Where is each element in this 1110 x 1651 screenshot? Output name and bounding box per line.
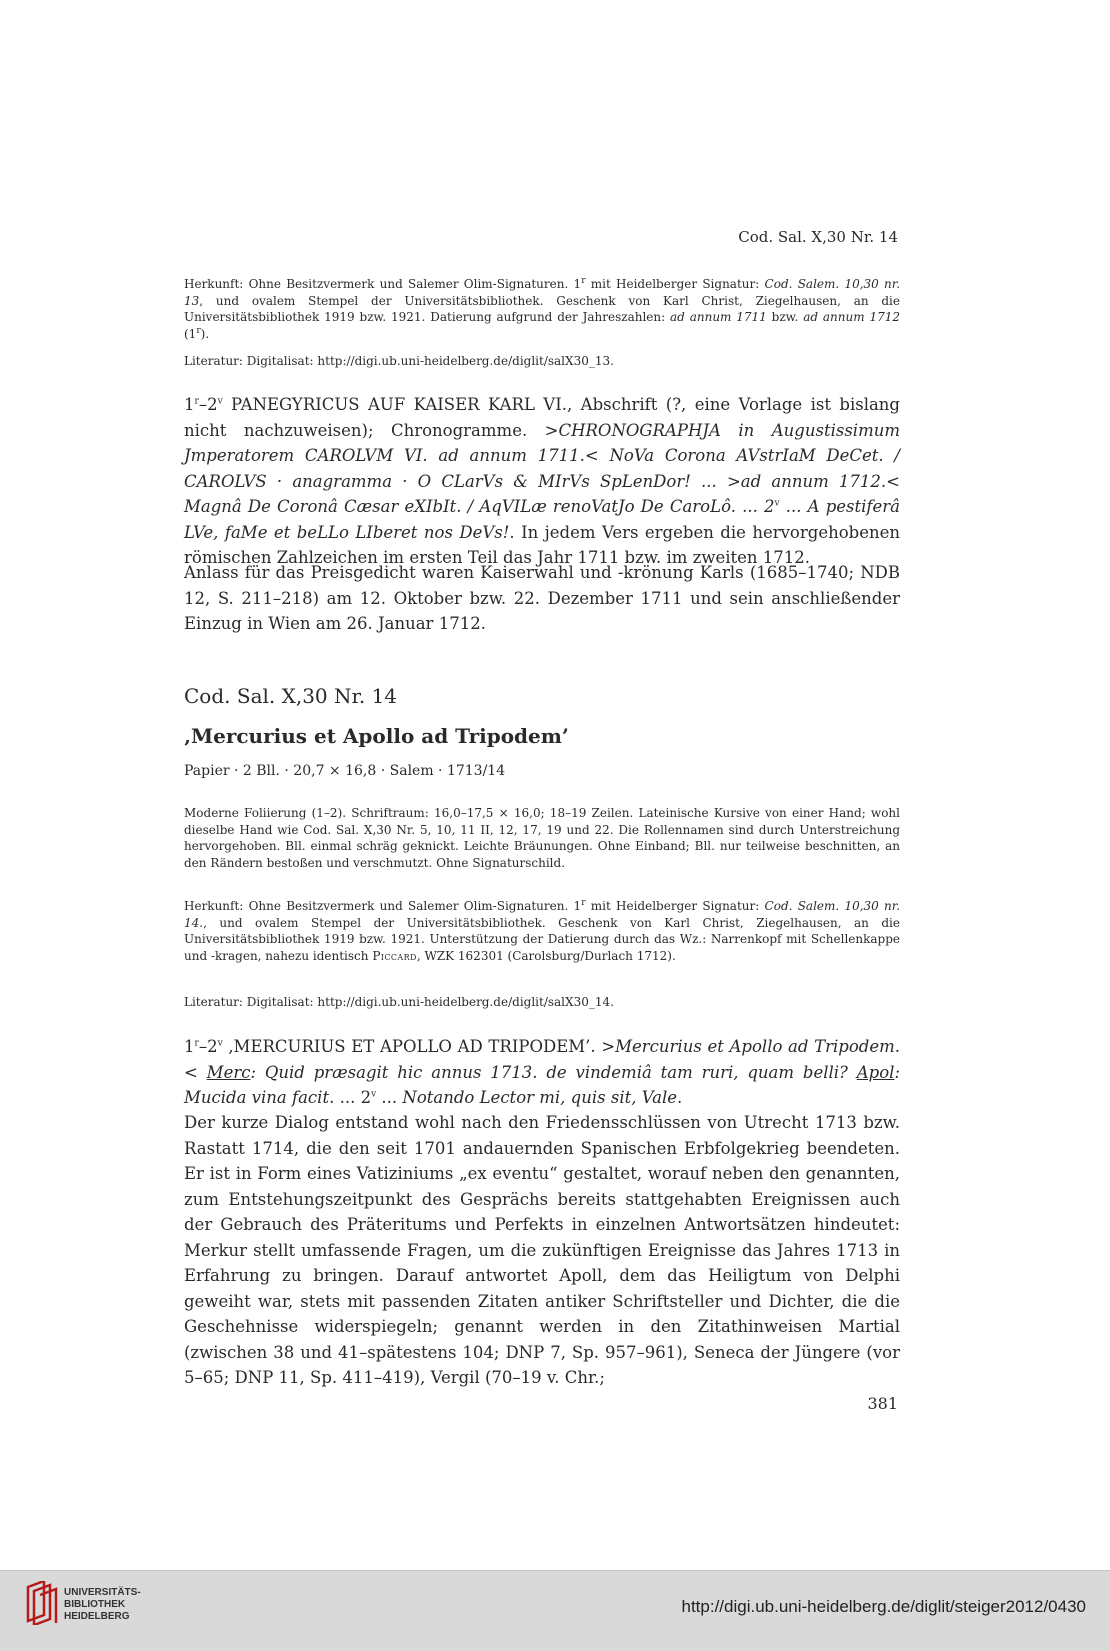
entry-provenance: Herkunft: Ohne Besitzvermerk und Salemer Olim-Signaturen. 1$^r$ mit Heidelberger Signatur: Cod. Salem. 10,30 nr. 14., und ovalem Stempel der Universitätsbibliothek. Geschenk von Karl Christ, Ziegelhausen, an die Universitätsbibliothek 1919 bzw. 1921. Unterstützung der Datierung durch das Wz.: Narrenkopf mit Schellenkappe und -kragen, nahezu identisch Piccard, WZK 162301 (Carolsburg/Durlach 1712). [184, 898, 901, 963]
page-number: 381 [867, 1394, 898, 1413]
entry-literature: Literatur: Digitalisat: http://digi.ub.uni-heidelberg.de/diglit/salX30_14. [184, 995, 614, 1009]
logo-line: HEIDELBERG [64, 1611, 130, 1622]
prev-content-description: 1$^r$–2$^v$ PANEGYRICUS AUF KAISER KARL VI., Abschrift (?, eine Vorlage ist bislang nicht nachzuweisen); Chronogramme. >CHRONOGRAPHJA in Augustissimum Jmperatorem CAROLVM VI. ad annum 1711.< NoVa Corona AVstrIaM DeCet. / CAROLVS · anagramma · O CLarVs & MIrVs SpLenDor! ... >ad annum 1712.< Magnâ De Coronâ Cæsar eXIbIt. / AqVILæ renoVatJo De CaroLô. ... 2$^v$ ... A pestiferâ LVe, faMe et beLLo LIberet nos DeVs!. In jedem Vers ergeben die hervorgehobenen römischen Zahlzeichen im ersten Teil das Jahr 1711 bzw. im zweiten 1712. [184, 395, 900, 567]
entry-signature: Cod. Sal. X,30 Nr. 14 [184, 684, 398, 708]
page-url-link[interactable]: http://digi.ub.uni-heidelberg.de/diglit/steiger2012/0430 [681, 1597, 1086, 1616]
prev-commentary: Anlass für das Preisgedicht waren Kaiserwahl und -krönung Karls (1685–1740; NDB 12, S. 211–218) am 12. Oktober bzw. 22. Dezember 1711 und sein anschließender Einzug in Wien am 26. Januar 1712. [184, 563, 900, 633]
library-logo-icon [24, 1581, 64, 1625]
entry-commentary: Der kurze Dialog entstand wohl nach den Friedensschlüssen von Utrecht 1713 bzw. Rastatt 1714, die den seit 1701 andauernden Spanischen Erbfolgekrieg beendeten. Er ist in Form eines Vatiziniums „ex eventu“ gestaltet, worauf neben den genannten, zum Entstehungszeitpunkt des Gesprächs bereits stattgehabten Ereignissen auch der Gebrauch des Präteritums und Perfekts in einzelnen Antwortsätzen hindeutet: Merkur stellt umfassende Fragen, um die zukünftigen Ereignisse das Jahres 1713 in Erfahrung zu bringen. Darauf antwortet Apoll, dem das Heiligtum von Delphi geweiht war, stets mit passenden Zitaten antiker Schriftsteller und Dichter, die die Geschehnisse widerspiegeln; genannt werden in den Zitathinweisen Martial (zwischen 38 und 41–spätestens 104; DNP 7, Sp. 957–961), Seneca der Jüngere (vor 5–65; DNP 11, Sp. 411–419), Vergil (70–19 v. Chr.; [184, 1113, 900, 1387]
logo-line: UNIVERSITÄTS- [64, 1587, 141, 1598]
prev-provenance: Herkunft: Ohne Besitzvermerk und Salemer Olim-Signaturen. 1$^r$ mit Heidelberger Signatur: Cod. Salem. 10,30 nr. 13, und ovalem Stempel der Universitätsbibliothek. Geschenk von Karl Christ, Ziegelhausen, an die Universitätsbibliothek 1919 bzw. 1921. Datierung aufgrund der Jahreszahlen: ad annum 1711 bzw. ad annum 1712 (1$^r$). [184, 276, 901, 341]
entry-physical-description: Papier · 2 Bll. · 20,7 × 16,8 · Salem · 1713/14 [184, 763, 506, 779]
entry-content-description: 1$^r$–2$^v$ ‚MERCURIUS ET APOLLO AD TRIPODEM’. >Mercurius et Apollo ad Tripodem.< Merc: Quid præsagit hic annus 1713. de vindemiâ tam ruri, quam belli? Apol: Mucida vina facit. ... 2$^v$ ... Notando Lector mi, quis sit, Vale. [184, 1037, 900, 1107]
entry-codicological-description: Moderne Foliierung (1–2). Schriftraum: 16,0–17,5 × 16,0; 18–19 Zeilen. Lateinische Kursive von einer Hand; wohl dieselbe Hand wie Cod. Sal. X,30 Nr. 5, 10, 11 II, 12, 17, 19 und 22. Die Rollennamen sind durch Unterstreichung hervorgehoben. Bll. einmal schräg geknickt. Leichte Bräunungen. Ohne Einband; Bll. nur teilweise beschnitten, an den Rändern bestoßen und verschmutzt. Ohne Signaturschild. [184, 806, 900, 870]
entry-title: ‚Mercurius et Apollo ad Tripodem’ [184, 724, 569, 748]
logo-line: BIBLIOTHEK [64, 1599, 126, 1610]
library-logo-text [64, 1587, 141, 1623]
running-head: Cod. Sal. X,30 Nr. 14 [738, 228, 898, 246]
viewer-footer-bar [0, 1570, 1110, 1651]
prev-literature: Literatur: Digitalisat: http://digi.ub.uni-heidelberg.de/diglit/salX30_13. [184, 354, 614, 368]
